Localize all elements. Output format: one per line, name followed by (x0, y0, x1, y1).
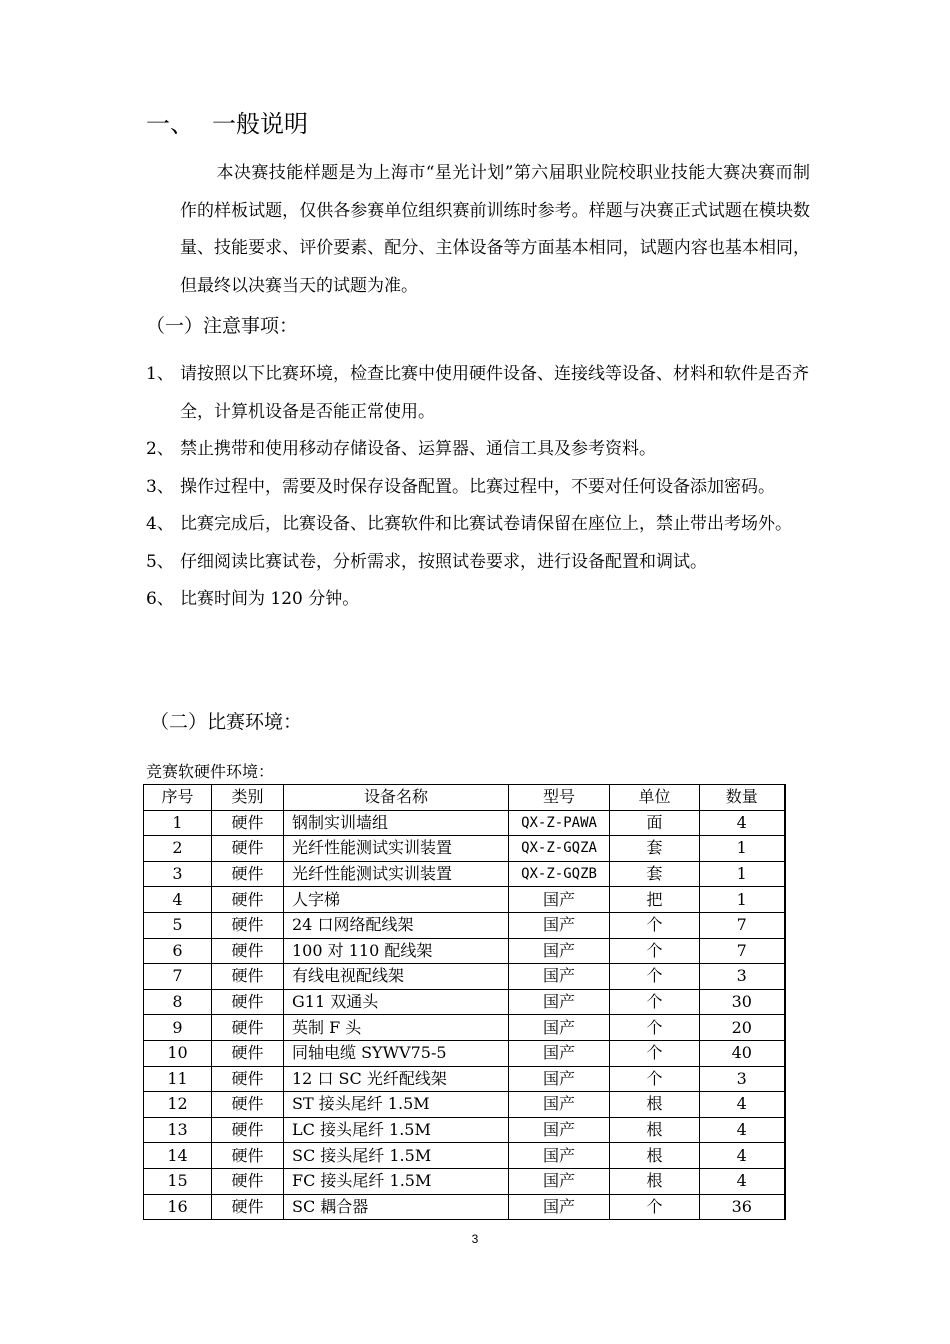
table-header-row (144, 785, 785, 811)
list-item-index: 5、 (146, 551, 174, 572)
section-number: 一、 (146, 110, 194, 138)
cell-category: 硬件 (212, 912, 284, 938)
page-number: 3 (471, 1232, 479, 1246)
cell-category: 硬件 (212, 887, 284, 913)
cell-unit: 个 (610, 1066, 700, 1092)
cell-category: 硬件 (212, 1066, 284, 1092)
cell-model: 国产 (509, 912, 610, 938)
cell-index: 15 (144, 1168, 212, 1194)
cell-device-name: SC 耦合器 (284, 1194, 509, 1220)
cell-category: 硬件 (212, 1040, 284, 1066)
cell-quantity: 4 (700, 1092, 785, 1118)
table-row (144, 1092, 785, 1118)
cell-index: 9 (144, 1015, 212, 1041)
intro-paragraph (180, 155, 810, 305)
cell-model: 国产 (509, 887, 610, 913)
list-item-index: 1、 (146, 364, 174, 384)
cell-quantity: 4 (700, 810, 785, 836)
cell-index: 14 (144, 1143, 212, 1169)
cell-device-name: 光纤性能测试实训装置 (284, 836, 509, 862)
cell-model: 国产 (509, 1015, 610, 1041)
cell-quantity: 20 (700, 1015, 785, 1041)
table-row (144, 1040, 785, 1066)
cell-quantity: 40 (700, 1040, 785, 1066)
header-category: 类别 (212, 785, 284, 811)
cell-quantity: 3 (700, 1066, 785, 1092)
cell-category: 硬件 (212, 1143, 284, 1169)
cell-unit: 根 (610, 1168, 700, 1194)
cell-index: 8 (144, 989, 212, 1015)
cell-quantity: 1 (700, 861, 785, 887)
cell-index: 16 (144, 1194, 212, 1220)
section-title: 一般说明 (212, 110, 308, 138)
cell-quantity: 3 (700, 964, 785, 990)
list-item (146, 581, 810, 619)
cell-quantity: 4 (700, 1143, 785, 1169)
cell-model: 国产 (509, 989, 610, 1015)
cell-device-name: 光纤性能测试实训装置 (284, 861, 509, 887)
notice-heading: （一）注意事项： (146, 315, 299, 337)
cell-unit: 个 (610, 964, 700, 990)
cell-index: 3 (144, 861, 212, 887)
cell-index: 4 (144, 887, 212, 913)
list-item-text: 比赛完成后，比赛设备、比赛软件和比赛试卷请保留在座位上，禁止带出考场外。 (180, 514, 792, 534)
table-row (144, 1015, 785, 1041)
list-item-text: 请按照以下比赛环境，检查比赛中使用硬件设备、连接线等设备、材料和软件是否齐全，计算机设备是否能正常使用。 (180, 364, 809, 422)
cell-model: 国产 (509, 1168, 610, 1194)
cell-category: 硬件 (212, 938, 284, 964)
intro-text: 本决赛技能样题是为上海市“星光计划”第六届职业院校职业技能大赛决赛而制作的样板试题，仅供各参赛单位组织赛前训练时参考。样题与决赛正式试题在模块数量、技能要求、评价要素、配分、主体设备等方面基本相同，试题内容也基本相同，但最终以决赛当天的试题为准。 (180, 163, 810, 296)
cell-unit: 把 (610, 887, 700, 913)
table-row (144, 836, 785, 862)
cell-category: 硬件 (212, 1194, 284, 1220)
cell-category: 硬件 (212, 1015, 284, 1041)
list-item (146, 356, 810, 431)
cell-index: 1 (144, 810, 212, 836)
cell-model: QX-Z-PAWA (509, 810, 610, 836)
cell-model: QX-Z-GQZA (509, 836, 610, 862)
list-item-text: 操作过程中，需要及时保存设备配置。比赛过程中，不要对任何设备添加密码。 (180, 476, 775, 497)
environment-heading: （二）比赛环境： (150, 711, 303, 733)
cell-index: 12 (144, 1092, 212, 1118)
cell-device-name: 有线电视配线架 (284, 964, 509, 990)
table-row (144, 964, 785, 990)
cell-category: 硬件 (212, 836, 284, 862)
cell-device-name: 钢制实训墙组 (284, 810, 509, 836)
cell-index: 11 (144, 1066, 212, 1092)
cell-category: 硬件 (212, 1117, 284, 1143)
cell-index: 6 (144, 938, 212, 964)
cell-unit: 根 (610, 1117, 700, 1143)
notice-list (146, 356, 810, 619)
cell-quantity: 1 (700, 887, 785, 913)
cell-quantity: 7 (700, 912, 785, 938)
list-item-text: 禁止携带和使用移动存储设备、运算器、通信工具及参考资料。 (180, 439, 656, 459)
cell-index: 10 (144, 1040, 212, 1066)
cell-device-name: FC 接头尾纤 1.5M (284, 1168, 509, 1194)
cell-category: 硬件 (212, 964, 284, 990)
table-row (144, 989, 785, 1015)
header-quantity: 数量 (700, 785, 785, 811)
table-caption: 竞赛软硬件环境： (146, 762, 275, 781)
cell-unit: 面 (610, 810, 700, 836)
table-row (144, 1117, 785, 1143)
cell-model: 国产 (509, 964, 610, 990)
cell-model: 国产 (509, 1092, 610, 1118)
table-row (144, 887, 785, 913)
cell-device-name: 人字梯 (284, 887, 509, 913)
cell-model: 国产 (509, 1066, 610, 1092)
cell-quantity: 30 (700, 989, 785, 1015)
list-item (146, 544, 810, 582)
cell-quantity: 36 (700, 1194, 785, 1220)
cell-device-name: G11 双通头 (284, 989, 509, 1015)
cell-unit: 个 (610, 1015, 700, 1041)
cell-unit: 根 (610, 1092, 700, 1118)
cell-device-name: 100 对 110 配线架 (284, 938, 509, 964)
header-unit: 单位 (610, 785, 700, 811)
list-item-index: 3、 (146, 476, 174, 497)
header-model: 型号 (509, 785, 610, 811)
list-item-text: 比赛时间为 120 分钟。 (180, 589, 360, 609)
list-item-index: 4、 (146, 514, 174, 534)
list-item (146, 469, 810, 507)
list-item (146, 506, 810, 544)
cell-category: 硬件 (212, 989, 284, 1015)
cell-quantity: 1 (700, 836, 785, 862)
cell-category: 硬件 (212, 810, 284, 836)
cell-quantity: 4 (700, 1117, 785, 1143)
table-row (144, 810, 785, 836)
cell-model: 国产 (509, 1143, 610, 1169)
cell-device-name: SC 接头尾纤 1.5M (284, 1143, 509, 1169)
table-row (144, 1194, 785, 1220)
cell-index: 7 (144, 964, 212, 990)
cell-unit: 套 (610, 861, 700, 887)
section-heading (146, 106, 308, 142)
cell-unit: 根 (610, 1143, 700, 1169)
cell-device-name: ST 接头尾纤 1.5M (284, 1092, 509, 1118)
table-row (144, 1143, 785, 1169)
list-item-index: 2、 (146, 439, 174, 459)
cell-index: 13 (144, 1117, 212, 1143)
cell-model: 国产 (509, 1040, 610, 1066)
cell-category: 硬件 (212, 1168, 284, 1194)
table-row (144, 938, 785, 964)
cell-device-name: 24 口网络配线架 (284, 912, 509, 938)
header-index: 序号 (144, 785, 212, 811)
cell-index: 2 (144, 836, 212, 862)
table-body (144, 810, 785, 1220)
cell-unit: 个 (610, 1040, 700, 1066)
cell-model: QX-Z-GQZB (509, 861, 610, 887)
header-device-name: 设备名称 (284, 785, 509, 811)
list-item-index: 6、 (146, 589, 174, 609)
table-row (144, 1066, 785, 1092)
cell-quantity: 4 (700, 1168, 785, 1194)
cell-unit: 个 (610, 1194, 700, 1220)
list-item-text: 仔细阅读比赛试卷，分析需求，按照试卷要求，进行设备配置和调试。 (180, 551, 707, 572)
equipment-table (143, 784, 786, 1220)
cell-quantity: 7 (700, 938, 785, 964)
cell-model: 国产 (509, 1117, 610, 1143)
cell-category: 硬件 (212, 1092, 284, 1118)
cell-device-name: 12 口 SC 光纤配线架 (284, 1066, 509, 1092)
table-row (144, 1168, 785, 1194)
cell-unit: 套 (610, 836, 700, 862)
cell-index: 5 (144, 912, 212, 938)
cell-device-name: LC 接头尾纤 1.5M (284, 1117, 509, 1143)
cell-device-name: 英制 F 头 (284, 1015, 509, 1041)
cell-unit: 个 (610, 938, 700, 964)
table-row (144, 912, 785, 938)
cell-model: 国产 (509, 938, 610, 964)
table-row (144, 861, 785, 887)
cell-category: 硬件 (212, 861, 284, 887)
cell-unit: 个 (610, 912, 700, 938)
list-item (146, 431, 810, 469)
cell-model: 国产 (509, 1194, 610, 1220)
cell-device-name: 同轴电缆 SYWV75-5 (284, 1040, 509, 1066)
cell-unit: 个 (610, 989, 700, 1015)
